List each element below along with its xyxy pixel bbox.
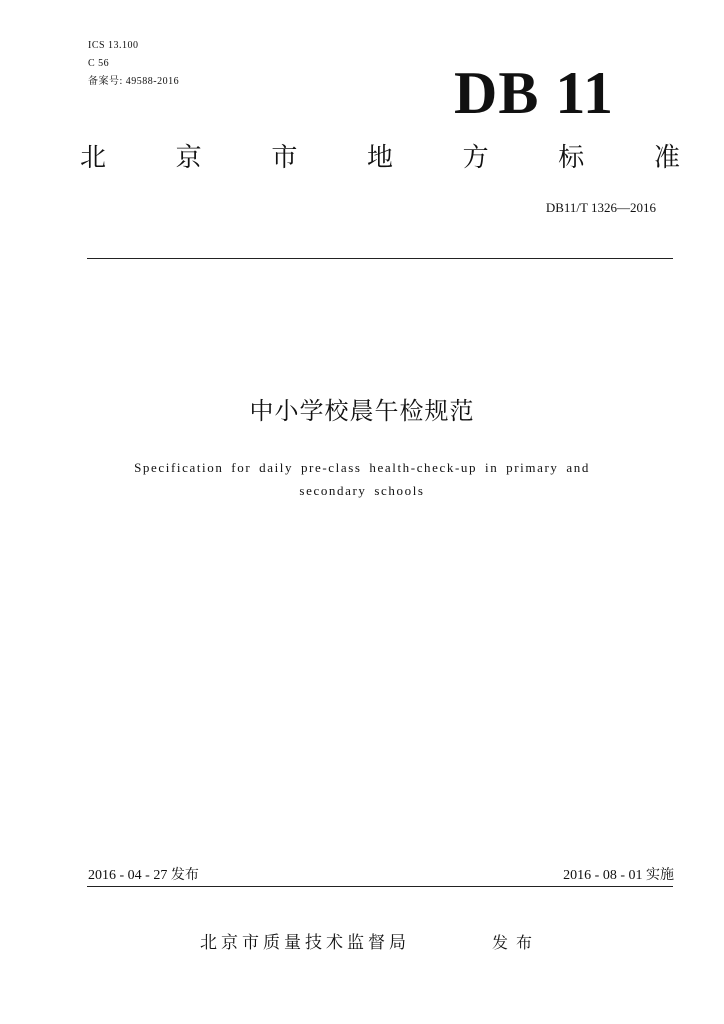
standard-type-char: 准 (653, 143, 680, 173)
implementation-date: 2016 - 08 - 01 实施 (563, 868, 674, 883)
standard-type-char: 地 (366, 143, 393, 173)
publisher: 北京市质量技术监督局 (200, 933, 410, 953)
standard-type (80, 140, 680, 176)
document-title-en (80, 456, 644, 502)
ccs-code: C 56 (88, 58, 110, 69)
record-number: 备案号: 49588-2016 (88, 76, 180, 87)
publish-label: 发布 (492, 933, 541, 952)
standard-number: DB11/T 1326—2016 (545, 200, 656, 215)
document-title-cn: 中小学校晨午检规范 (249, 397, 475, 425)
top-divider (87, 258, 673, 259)
standard-type-char: 北 (80, 143, 107, 173)
standard-type-char: 京 (175, 143, 202, 173)
title-en-line: Specification for daily pre-class health-check-up in primary and (134, 460, 590, 475)
issue-date: 2016 - 04 - 27 发布 (88, 868, 199, 883)
db-logo: DB 11 (454, 60, 615, 126)
standard-type-char: 方 (462, 143, 489, 173)
bottom-divider (87, 886, 673, 887)
standard-type-char: 标 (558, 143, 585, 173)
title-en-line: secondary schools (299, 483, 425, 498)
ics-code: ICS 13.100 (88, 40, 139, 51)
standard-type-char: 市 (271, 143, 298, 173)
